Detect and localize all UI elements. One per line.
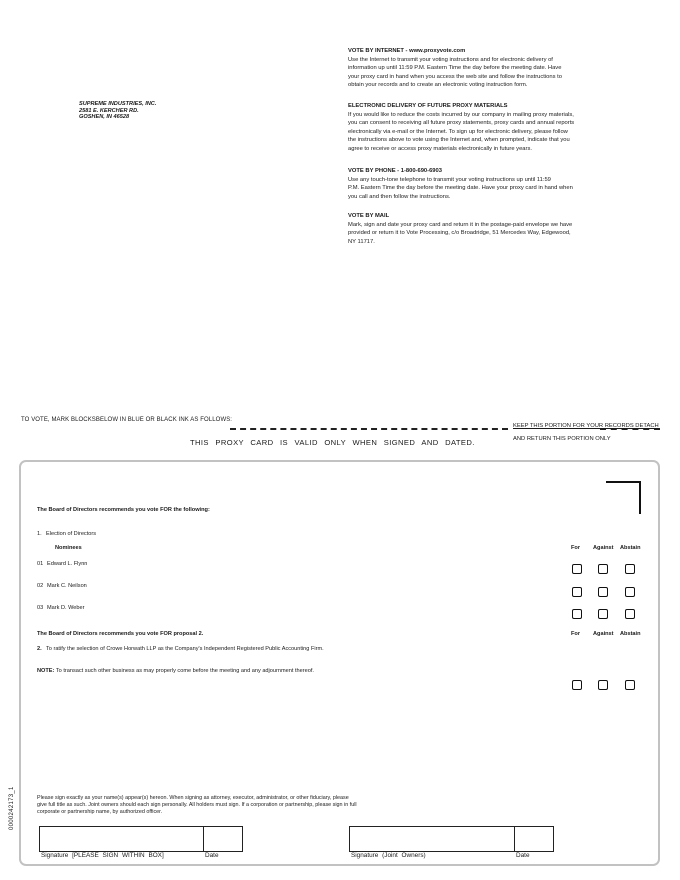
nominee-name: Mark D. Weber	[47, 605, 85, 611]
column-for: For	[571, 545, 581, 551]
nominee-name: Mark C. Neilson	[47, 583, 87, 589]
vote-by-phone-heading: VOTE BY PHONE - 1-800-690-6903	[348, 168, 442, 174]
keep-portion-label: KEEP THIS PORTION FOR YOUR RECORDS DETACH	[513, 423, 659, 429]
company-street: 2581 E. KERCHER RD.	[79, 107, 139, 114]
document-code: 0000242173_1	[9, 786, 15, 830]
joint-date-box[interactable]	[514, 826, 554, 852]
nominee-name: Edward L. Flynn	[47, 561, 88, 567]
vote-by-internet-section	[348, 47, 614, 90]
column-abstain: Abstain	[620, 545, 641, 551]
date-label: Date	[205, 852, 219, 859]
instruction-line: NY 11717.	[348, 238, 375, 245]
nominee-1-abstain-checkbox[interactable]	[625, 564, 635, 574]
column-against: Against	[593, 545, 614, 551]
instruction-line: Mark, sign and date your proxy card and return it in the postage-paid envelope we have	[348, 221, 573, 228]
instruction-line: If you would like to reduce the costs incurred by our company in mailing proxy materials,	[348, 111, 574, 118]
nominee-number: 02	[37, 583, 44, 589]
detach-dashed-line	[230, 428, 508, 430]
vote-by-phone-section	[348, 167, 614, 201]
board-recommendation-1: The Board of Directors recommends you vote FOR the following:	[37, 507, 210, 513]
item1-label: Election of Directors	[46, 531, 97, 537]
proposal-2-for-checkbox[interactable]	[572, 680, 582, 690]
date-box[interactable]	[203, 826, 243, 852]
nominee-1-for-checkbox[interactable]	[572, 564, 582, 574]
note	[37, 668, 314, 675]
nominee-3-against-checkbox[interactable]	[598, 609, 608, 619]
instruction-line: P.M. Eastern Time the day before the meeting date. Have your proxy card in hand when	[348, 185, 573, 192]
item2-number: 2.	[37, 646, 42, 652]
note-text: To transact such other business as may properly come before the meeting and any adjournment thereof.	[55, 668, 314, 674]
company-name: SUPREME INDUSTRIES, INC.	[79, 101, 157, 107]
signature-box[interactable]	[39, 826, 204, 852]
vote-by-mail-section	[348, 212, 614, 246]
column-against: Against	[593, 631, 614, 637]
board-recommendation-2: The Board of Directors recommends you vote FOR proposal 2.	[37, 631, 204, 637]
item2-label: To ratify the selection of Crowe Horwath LLP as the Company's Independent Registered Public Accounting Firm.	[46, 646, 324, 652]
column-for: For	[571, 631, 581, 637]
electronic-delivery-heading: ELECTRONIC DELIVERY OF FUTURE PROXY MATERIALS	[348, 103, 508, 109]
nominee-1-against-checkbox[interactable]	[598, 564, 608, 574]
item1-number: 1.	[37, 531, 42, 537]
instruction-line: agree to receive or access proxy materials electronically in future years.	[348, 145, 532, 152]
instruction-line: provided or return it to Vote Processing, c/o Broadridge, 51 Mercedes Way, Edgewood,	[348, 230, 571, 237]
nominee-2-abstain-checkbox[interactable]	[625, 587, 635, 597]
instruction-line: information up until 11:59 P.M. Eastern Time the day before the meeting date. Have	[348, 65, 562, 72]
signature-label: Signature [PLEASE SIGN WITHIN BOX]	[41, 852, 164, 859]
instruction-line: your proxy card in hand when you access the web site and follow the instructions to	[348, 73, 562, 80]
nominee-2-against-checkbox[interactable]	[598, 587, 608, 597]
vote-by-mail-heading: VOTE BY MAIL	[348, 213, 390, 219]
instruction-line: Use the Internet to transmit your voting instructions and for electronic delivery of	[348, 56, 553, 63]
instruction-line: Use any touch-tone telephone to transmit your voting instructions up until 11:59	[348, 176, 551, 183]
nominee-2-for-checkbox[interactable]	[572, 587, 582, 597]
instruction-line: obtain your records and to create an electronic voting instruction form.	[348, 82, 528, 89]
instruction-line: the instructions above to vote using the Internet and, when prompted, indicate that you	[348, 137, 570, 144]
return-portion-label: AND RETURN THIS PORTION ONLY	[513, 436, 611, 442]
nominee-number: 03	[37, 605, 44, 611]
validity-notice: THIS PROXY CARD IS VALID ONLY WHEN SIGNED AND DATED.	[190, 438, 475, 447]
signing-instructions: Please sign exactly as your name(s) appear(s) hereon. When signing as attorney, executor, administrator, or other fiduciary, please give full title as such. Joint owners should each sign personally. All holders must sign. If a corporation or partnership, please sign in full corporate or partnership name, by authorized officer.	[37, 795, 357, 816]
corner-registration-mark	[606, 481, 641, 514]
joint-date-label: Date	[516, 852, 530, 859]
nominee-3-for-checkbox[interactable]	[572, 609, 582, 619]
instruction-line: you call and then follow the instructions.	[348, 193, 451, 200]
proposal-2-abstain-checkbox[interactable]	[625, 680, 635, 690]
joint-signature-box[interactable]	[349, 826, 515, 852]
nominees-heading: Nominees	[55, 545, 82, 551]
company-city: GOSHEN, IN 46528	[79, 114, 130, 121]
electronic-delivery-section	[348, 102, 614, 154]
instruction-line: electronically via e-mail or the Internet. To sign up for electronic delivery, please follow	[348, 128, 568, 135]
company-address	[79, 101, 156, 121]
proposal-2-against-checkbox[interactable]	[598, 680, 608, 690]
joint-signature-label: Signature (Joint Owners)	[351, 852, 426, 859]
note-label: NOTE:	[37, 668, 55, 674]
column-abstain: Abstain	[620, 631, 641, 637]
vote-by-internet-heading: VOTE BY INTERNET - www.proxyvote.com	[348, 48, 466, 54]
instruction-line: you can consent to receiving all future proxy statements, proxy cards and annual reports	[348, 120, 575, 127]
nominee-3-abstain-checkbox[interactable]	[625, 609, 635, 619]
to-vote-instruction: TO VOTE, MARK BLOCKSBELOW IN BLUE OR BLACK INK AS FOLLOWS:	[21, 417, 233, 423]
nominee-number: 01	[37, 561, 44, 567]
